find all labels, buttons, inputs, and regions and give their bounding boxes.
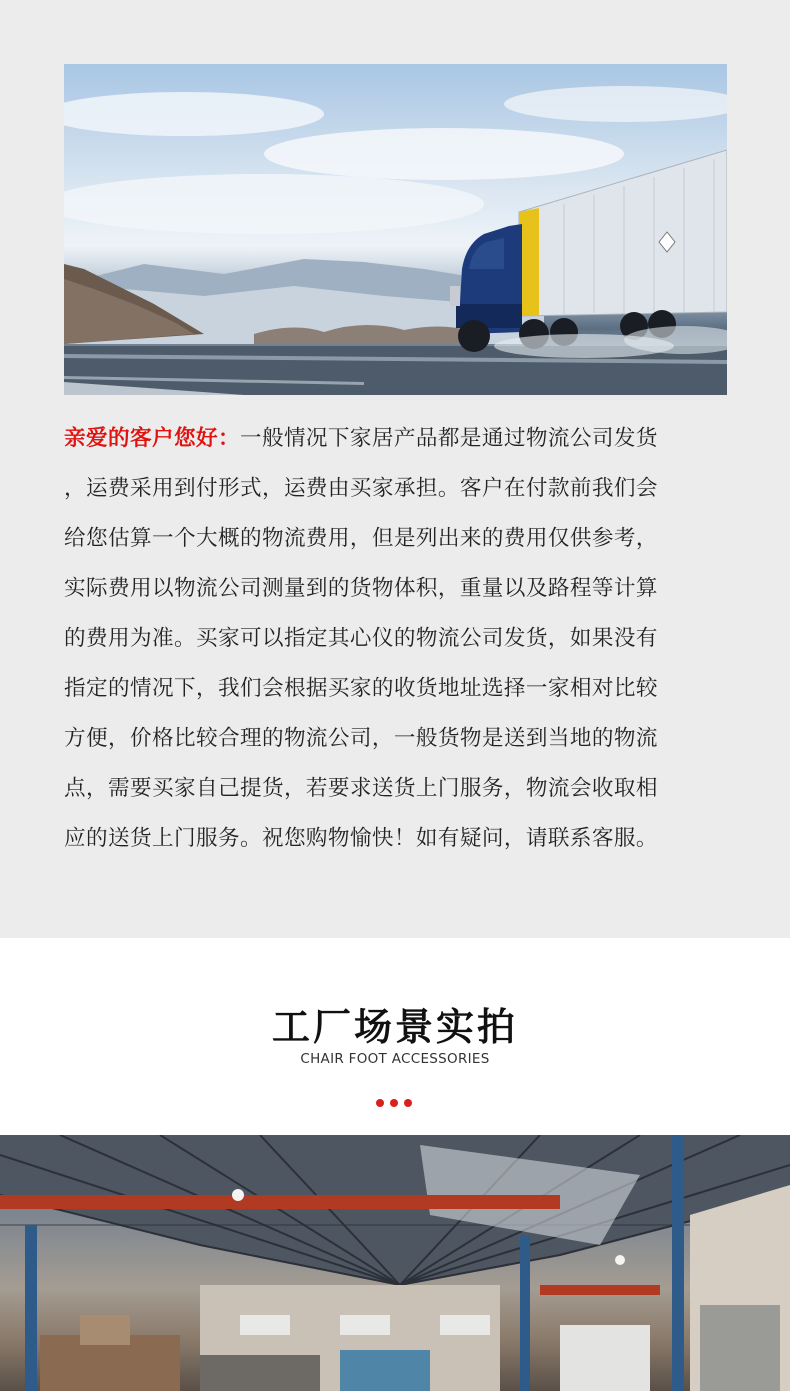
- factory-title: 工厂场景实拍: [271, 1005, 518, 1049]
- dot-icon: [390, 1099, 398, 1107]
- factory-section: [0, 938, 790, 1391]
- greeting-text: 亲爱的客户您好：: [64, 426, 240, 451]
- dot-icon: [404, 1099, 412, 1107]
- notice-line-9: 应的送货上门服务。祝您购物愉快！如有疑问，请联系客服。: [64, 826, 658, 851]
- factory-interior-image: [0, 1135, 790, 1391]
- notice-line-8: 点，需要买家自己提货，若要求送货上门服务，物流会收取相: [64, 776, 658, 801]
- notice-line-5: 的费用为准。买家可以指定其心仪的物流公司发货，如果没有: [64, 626, 658, 651]
- decorative-dots: [376, 1099, 416, 1109]
- notice-line-1: [64, 414, 728, 464]
- notice-line-4: 实际费用以物流公司测量到的货物体积，重量以及路程等计算: [64, 576, 658, 601]
- truck-hero-image: [64, 64, 727, 395]
- notice-line-3: 给您估算一个大概的物流费用，但是列出来的费用仅供参考，: [64, 526, 658, 551]
- notice-line-7: 方便，价格比较合理的物流公司，一般货物是送到当地的物流: [64, 726, 658, 751]
- shipping-notice-text: [64, 414, 728, 864]
- notice-line-1-body: 一般情况下家居产品都是通过物流公司发货: [239, 426, 658, 451]
- notice-line-6: 指定的情况下，我们会根据买家的收货地址选择一家相对比较: [64, 676, 658, 701]
- notice-line-2: ，运费采用到付形式，运费由买家承担。客户在付款前我们会: [64, 476, 658, 501]
- factory-subtitle: CHAIR FOOT ACCESSORIES: [300, 1051, 490, 1067]
- factory-illustration: [0, 1135, 790, 1391]
- dot-icon: [376, 1099, 384, 1107]
- truck-illustration: [64, 64, 727, 395]
